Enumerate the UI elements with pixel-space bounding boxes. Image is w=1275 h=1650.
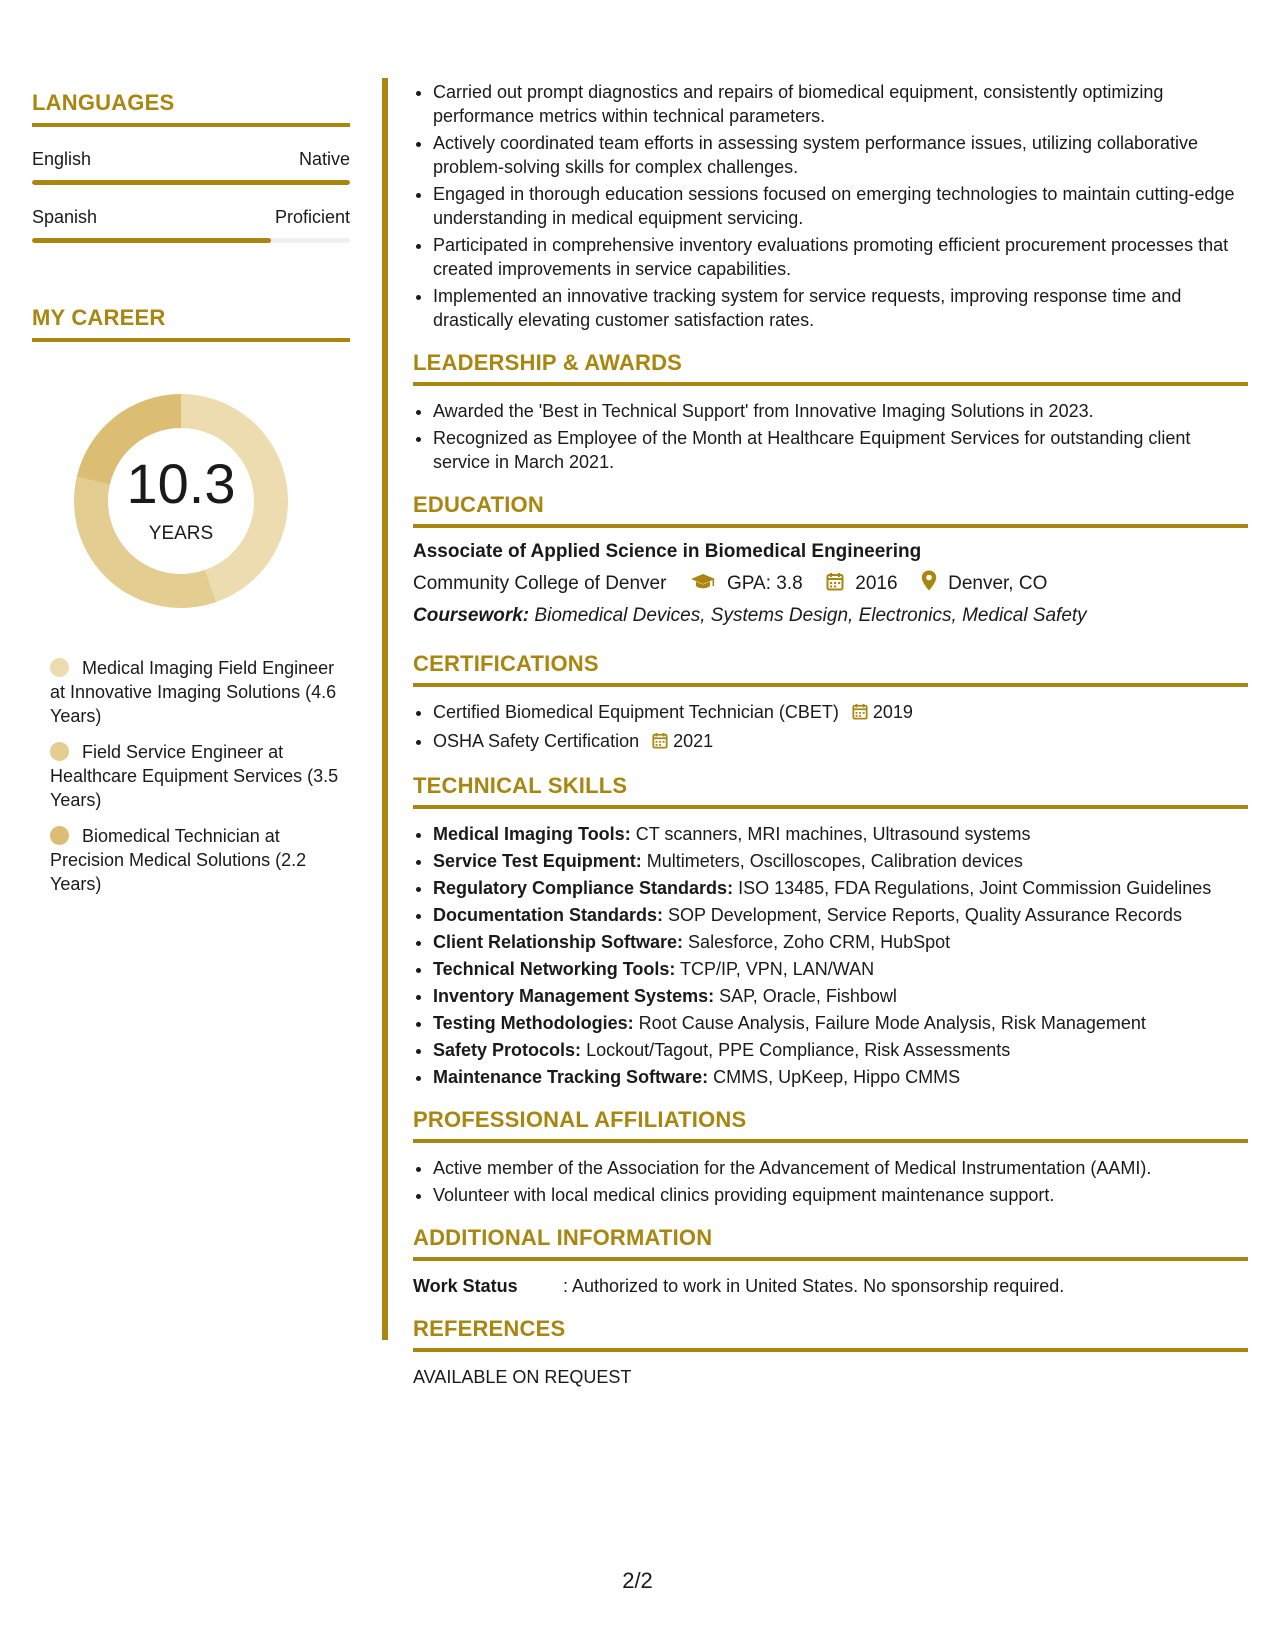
- affiliation-item: • Active member of the Association for the Advancement of Medical Instrumentation (AAMI).: [433, 1156, 1248, 1180]
- location-pin-icon: [921, 570, 937, 601]
- legend-dot: [50, 826, 69, 845]
- education-section: [413, 492, 1248, 631]
- language-item: [32, 149, 350, 185]
- edu-location: Denver, CO: [948, 573, 1048, 594]
- skill-value: ISO 13485, FDA Regulations, Joint Commission Guidelines: [738, 878, 1212, 898]
- career-donut-chart: [66, 386, 296, 616]
- skill-item: [433, 1038, 1248, 1062]
- affiliation-item: • Volunteer with local medical clinics providing equipment maintenance support.: [433, 1183, 1248, 1207]
- leadership-title: LEADERSHIP & AWARDS: [413, 350, 1248, 386]
- skill-label: Medical Imaging Tools:: [433, 824, 631, 844]
- language-name: English: [32, 149, 92, 169]
- certifications-section: [413, 651, 1248, 755]
- skill-label: Inventory Management Systems:: [433, 986, 715, 1006]
- career-section: [32, 305, 350, 896]
- right-column: [413, 80, 1248, 1389]
- skill-label: Safety Protocols:: [433, 1040, 582, 1060]
- career-total: 10.3: [126, 452, 236, 515]
- edu-degree: Associate of Applied Science in Biomedical Engineering: [413, 541, 922, 562]
- affiliations-section: [413, 1107, 1248, 1207]
- skill-item: [433, 876, 1248, 900]
- education-title: EDUCATION: [413, 492, 1248, 528]
- language-name: Spanish: [32, 207, 98, 227]
- references-section: [413, 1316, 1248, 1389]
- cert-year: 2021: [673, 731, 714, 751]
- experience-bullet: • Engaged in thorough education sessions focused on emerging technologies to maintain cutting-edge understanding in medical equipment servicing.: [433, 182, 1248, 230]
- career-title: MY CAREER: [32, 305, 350, 342]
- language-level: Proficient: [274, 207, 350, 227]
- skill-label: Regulatory Compliance Standards:: [433, 878, 734, 898]
- languages-title: LANGUAGES: [32, 90, 350, 127]
- legend-item: [50, 740, 350, 812]
- skill-item: [433, 849, 1248, 873]
- calendar-icon: [826, 571, 844, 601]
- skill-value: Root Cause Analysis, Failure Mode Analysis, Risk Management: [638, 1013, 1146, 1033]
- calendar-icon: [852, 702, 868, 726]
- legend-item: [50, 824, 350, 896]
- additional-title: ADDITIONAL INFORMATION: [413, 1225, 1248, 1261]
- experience-bullet: • Implemented an innovative tracking system for service requests, improving response time and drastically elevating customer satisfaction rates.: [433, 284, 1248, 332]
- graduation-cap-icon: [690, 571, 716, 601]
- legend-dot: [50, 658, 69, 677]
- cert-name: Certified Biomedical Equipment Technician (CBET): [433, 702, 839, 722]
- skill-value: TCP/IP, VPN, LAN/WAN: [680, 959, 875, 979]
- calendar-icon: [652, 731, 668, 755]
- page-number: 2/2: [622, 1568, 653, 1593]
- legend-label: Medical Imaging Field Engineer at Innovative Imaging Solutions (4.6 Years): [50, 658, 337, 726]
- legend-label: Field Service Engineer at Healthcare Equipment Services (3.5 Years): [50, 742, 339, 810]
- cert-name: OSHA Safety Certification: [433, 731, 640, 751]
- left-column: [32, 90, 350, 908]
- language-bar-fill: [32, 238, 271, 243]
- skill-value: Lockout/Tagout, PPE Compliance, Risk Assessments: [586, 1040, 1011, 1060]
- skill-value: SOP Development, Service Reports, Quality Assurance Records: [668, 905, 1182, 925]
- skill-label: Documentation Standards:: [433, 905, 664, 925]
- coursework-label: Coursework:: [413, 605, 530, 626]
- skill-item: [433, 903, 1248, 927]
- skills-title: TECHNICAL SKILLS: [413, 773, 1248, 809]
- affiliations-title: PROFESSIONAL AFFILIATIONS: [413, 1107, 1248, 1143]
- award-item: • Awarded the 'Best in Technical Support' from Innovative Imaging Solutions in 2023.: [433, 399, 1248, 423]
- award-item: • Recognized as Employee of the Month at Healthcare Equipment Services for outstanding client service in March 2021.: [433, 426, 1248, 474]
- references-text: AVAILABLE ON REQUEST: [413, 1367, 632, 1387]
- skill-value: CMMS, UpKeep, Hippo CMMS: [713, 1067, 961, 1087]
- cert-item: [433, 700, 1248, 726]
- leadership-section: [413, 350, 1248, 474]
- skill-value: SAP, Oracle, Fishbowl: [719, 986, 897, 1006]
- certifications-title: CERTIFICATIONS: [413, 651, 1248, 687]
- edu-year: 2016: [855, 573, 898, 594]
- skill-label: Testing Methodologies:: [433, 1013, 634, 1033]
- skill-label: Maintenance Tracking Software:: [433, 1067, 709, 1087]
- career-unit: YEARS: [148, 523, 214, 544]
- legend-label: Biomedical Technician at Precision Medical Solutions (2.2 Years): [50, 826, 307, 894]
- legend-dot: [50, 742, 69, 761]
- references-title: REFERENCES: [413, 1316, 1248, 1352]
- work-status-label: Work Status: [413, 1276, 518, 1296]
- coursework-value: Biomedical Devices, Systems Design, Electronics, Medical Safety: [534, 605, 1087, 626]
- skill-item: [433, 1065, 1248, 1089]
- edu-coursework: [413, 601, 1248, 631]
- language-bar-fill: [32, 180, 350, 185]
- additional-section: [413, 1225, 1248, 1298]
- work-status-value: : Authorized to work in United States. No sponsorship required.: [563, 1276, 1065, 1296]
- experience-bullets: [413, 80, 1248, 332]
- skill-item: [433, 822, 1248, 846]
- language-item: [32, 207, 350, 243]
- column-divider: [382, 78, 388, 1340]
- skill-item: [433, 957, 1248, 981]
- skill-label: Technical Networking Tools:: [433, 959, 676, 979]
- experience-bullet: • Actively coordinated team efforts in assessing system performance issues, utilizing collaborative problem-solving skills for complex challenges.: [433, 131, 1248, 179]
- skill-item: [433, 930, 1248, 954]
- cert-item: [433, 729, 1248, 755]
- language-bar: [32, 238, 350, 243]
- skill-value: Salesforce, Zoho CRM, HubSpot: [688, 932, 951, 952]
- cert-year: 2019: [872, 702, 913, 722]
- language-bar: [32, 180, 350, 185]
- skill-item: [433, 1011, 1248, 1035]
- edu-gpa: GPA: 3.8: [727, 573, 803, 594]
- language-level: Native: [298, 149, 350, 169]
- skill-label: Service Test Equipment:: [433, 851, 642, 871]
- edu-school: Community College of Denver: [413, 573, 667, 594]
- work-status: [413, 1274, 1248, 1298]
- skill-item: [433, 984, 1248, 1008]
- experience-bullet: • Participated in comprehensive inventory evaluations promoting efficient procurement processes that created improvements in service capabilities.: [433, 233, 1248, 281]
- skill-label: Client Relationship Software:: [433, 932, 684, 952]
- experience-bullet: • Carried out prompt diagnostics and repairs of biomedical equipment, consistently optimizing performance metrics within technical parameters.: [433, 80, 1248, 128]
- skill-value: Multimeters, Oscilloscopes, Calibration devices: [646, 851, 1023, 871]
- career-legend: [50, 656, 350, 896]
- skills-section: [413, 773, 1248, 1089]
- edu-details: [413, 569, 1248, 601]
- skill-value: CT scanners, MRI machines, Ultrasound systems: [635, 824, 1031, 844]
- legend-item: [50, 656, 350, 728]
